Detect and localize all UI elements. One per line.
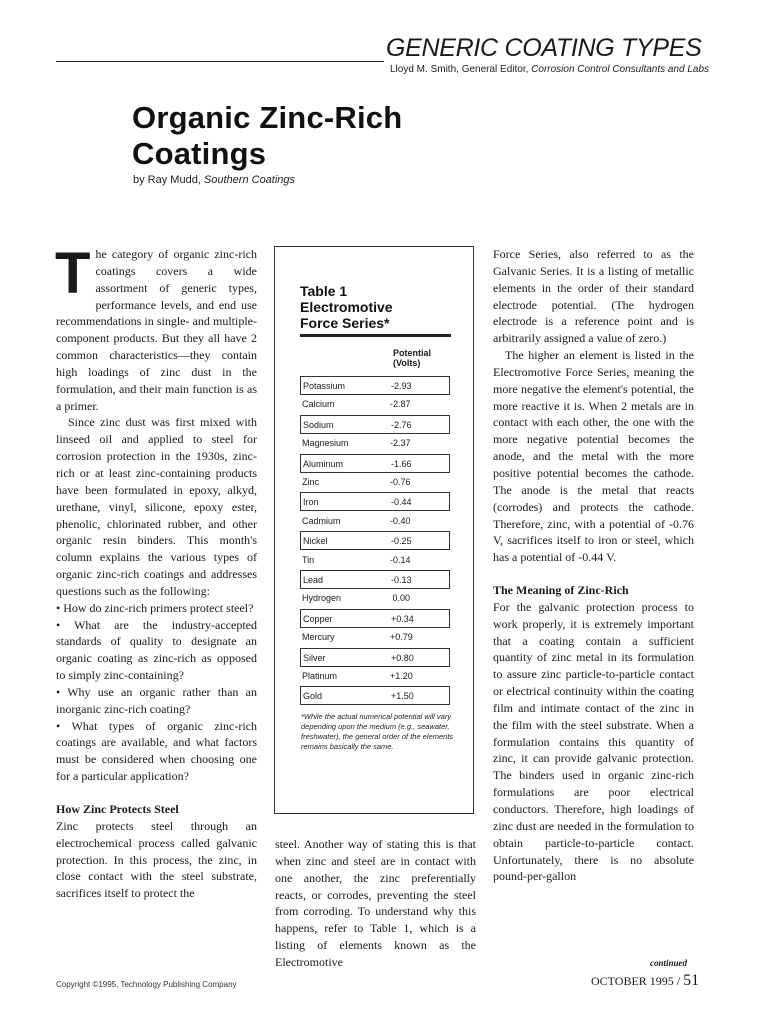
table-row bbox=[300, 589, 450, 608]
element-name: Platinum bbox=[302, 671, 338, 681]
table-row bbox=[300, 609, 450, 628]
element-name: Calcium bbox=[302, 399, 335, 410]
heading-how-zinc-protects: How Zinc Protects Steel bbox=[56, 802, 179, 816]
table-row bbox=[300, 667, 450, 686]
element-name: Mercury bbox=[302, 632, 335, 643]
element-name: Lead bbox=[303, 575, 324, 585]
table-row bbox=[300, 686, 450, 705]
editor-name: Lloyd M. Smith, General Editor, bbox=[390, 64, 532, 75]
element-name: Silver bbox=[303, 652, 326, 663]
element-name: Copper bbox=[303, 613, 333, 624]
table-title-rule bbox=[300, 334, 451, 337]
element-potential: -0.40 bbox=[390, 515, 411, 526]
heading-meaning-zinc-rich: The Meaning of Zinc-Rich bbox=[493, 583, 629, 598]
issue-date: OCTOBER 1995 bbox=[591, 974, 674, 988]
table-row bbox=[300, 492, 450, 511]
bullet-question: • How do zinc-rich primers protect steel? bbox=[56, 600, 254, 615]
byline bbox=[133, 174, 295, 186]
table-row bbox=[300, 473, 450, 492]
paragraph-series: Force Series, also referred to as the Galvanic Series. It is a listing of metallic elements in the order of their standard electrode potential. (The hydrogen electrode is a reference point and is arbitrarily assigned a value of zero.) bbox=[493, 247, 694, 346]
element-potential: -0.44 bbox=[391, 497, 412, 508]
folio-separator: / bbox=[673, 974, 684, 988]
paragraph-protection-continued: steel. Another way of stating this is that when zinc and steel are in contact with one another, the zinc preferentially reacts, or corrodes, preventing the steel from corroding. To understand why this happens, refer to Table 1, which is a listing of elements known as the Electromotive bbox=[275, 837, 476, 969]
header-rule bbox=[56, 61, 384, 62]
element-potential: +1.20 bbox=[390, 671, 413, 681]
element-potential: -2.87 bbox=[390, 399, 411, 410]
element-potential: +1.50 bbox=[391, 691, 414, 702]
table-row bbox=[300, 376, 450, 395]
column-header-line: Potential bbox=[393, 348, 432, 358]
table-title bbox=[300, 283, 393, 331]
element-potential: -0.13 bbox=[391, 575, 412, 585]
section-title: GENERIC COATING TYPES bbox=[386, 34, 702, 62]
editor-line bbox=[390, 64, 709, 75]
element-potential: 0.00 bbox=[390, 593, 411, 604]
element-potential: -0.25 bbox=[391, 536, 412, 547]
element-name: Gold bbox=[303, 691, 323, 702]
element-potential: -2.93 bbox=[391, 381, 412, 391]
table-footnote: *While the actual numerical potential will vary depending upon the medium (e.g., seawater, freshwater), the general order of the elements remains basically the same. bbox=[301, 712, 454, 751]
element-name: Potassium bbox=[303, 381, 346, 391]
page-number: 51 bbox=[683, 972, 700, 989]
element-name: Nickel bbox=[303, 536, 328, 547]
copyright: Copyright ©1995, Technology Publishing Company bbox=[56, 980, 237, 989]
article-title-line-2: Coatings bbox=[132, 136, 267, 171]
drop-cap: T bbox=[55, 241, 91, 306]
editor-affiliation: Corrosion Control Consultants and Labs bbox=[531, 64, 710, 75]
paragraph-intro: he category of organic zinc-rich coatings covers a wide assortment of generic types, performance levels, and end use recommendations in single- and multiple-component products. But they all have 2 common characteristics—they contain high loadings of zinc dust in the formulation, and their main function is as a primer. bbox=[56, 247, 257, 413]
element-potential: -0.14 bbox=[390, 554, 411, 565]
table-title-line: Force Series* bbox=[300, 315, 390, 331]
element-potential: -2.76 bbox=[391, 419, 412, 430]
column-header-line: (Volts) bbox=[393, 358, 421, 368]
element-potential: +0.79 bbox=[390, 632, 413, 643]
table-row bbox=[300, 531, 450, 550]
table-row bbox=[300, 395, 450, 414]
byline-author: by Ray Mudd, bbox=[133, 174, 204, 186]
table-row bbox=[300, 628, 450, 647]
element-potential: -0.76 bbox=[390, 477, 411, 487]
table-row bbox=[300, 454, 450, 473]
table-row bbox=[300, 434, 450, 453]
table-row bbox=[300, 551, 450, 570]
table-number: Table 1 bbox=[300, 283, 348, 299]
table-row bbox=[300, 570, 450, 589]
element-name: Aluminum bbox=[303, 458, 344, 469]
paragraph-reactivity: The higher an element is listed in the Electromotive Force Series, meaning the more negative the element's potential, the more reactive it is. When 2 metals are in contact with each other, the one with the more negative potential becomes the anode, and the metal with the more positive potential becomes the cathode. The anode is the metal that reacts (corrodes) and protects the cathode. Therefore, zinc, with a potential of -0.76 V, sacrifices itself to iron or steel, which has a potential of -0.44 V. bbox=[493, 348, 694, 565]
table-row bbox=[300, 512, 450, 531]
article-title-line-1: Organic Zinc-Rich bbox=[132, 100, 403, 135]
paragraph-meaning: For the galvanic protection process to work properly, it is extremely important that a coating contain a sufficient quantity of zinc metal in its formulation to assure zinc particle-to-particle contact or electrical continuity within the coating film and intimate contact of the zinc in the film with the steel substrate. When a formulation contains this quantity of zinc, it can provide galvanic protection. The binders used in organic zinc-rich formulations are poor electrical conductors. Therefore, high loadings of zinc dust are needed in the formulation to obtain particle-to-particle contact. Unfortunately, there is no absolute pound-per-gallon bbox=[493, 599, 694, 884]
table-row bbox=[300, 415, 450, 434]
element-name: Hydrogen bbox=[302, 593, 342, 604]
table-row bbox=[300, 648, 450, 667]
bullet-question: • Why use an organic rather than an inorganic zinc-rich coating? bbox=[56, 684, 257, 716]
byline-affiliation: Southern Coatings bbox=[203, 174, 296, 186]
column-1 bbox=[55, 241, 257, 902]
element-potential: -1.66 bbox=[391, 458, 412, 469]
continued-label: continued bbox=[650, 958, 688, 968]
page-folio bbox=[591, 972, 699, 990]
article-title bbox=[132, 100, 402, 172]
bullet-question: • What types of organic zinc-rich coatings are available, and what factors must be considered when choosing one for a particular application? bbox=[56, 718, 257, 784]
column-2 bbox=[275, 836, 476, 971]
column-header-potential bbox=[393, 348, 431, 368]
paragraph-protection: Zinc protects steel through an electrochemical process called galvanic protection. In this process, the zinc, in close contact with the steel substrate, sacrifices itself to protect the bbox=[56, 818, 257, 901]
element-name: Zinc bbox=[302, 477, 320, 487]
element-potential: +0.80 bbox=[391, 652, 414, 663]
paragraph-history: Since zinc dust was first mixed with linseed oil and applied to steel for corrosion protection in the 1930s, zinc-rich or at least zinc-containing products have been formulated in epoxy, alkyd, urethane, vinyl, silicone, epoxy ester, phenolic, chlorinated rubber, and other organic resin binders. This month's column explains the various types of organic zinc-rich coatings and addresses questions such as the following: bbox=[56, 415, 257, 598]
bullet-question: • What are the industry-accepted standards of quality to designate an organic coating as zinc-rich as opposed to simply zinc-containing? bbox=[56, 617, 257, 683]
element-name: Cadmium bbox=[302, 515, 341, 526]
element-potential: -2.37 bbox=[390, 438, 411, 449]
element-name: Sodium bbox=[303, 419, 334, 430]
table-title-line: Electromotive bbox=[300, 299, 393, 315]
element-name: Iron bbox=[303, 497, 319, 508]
column-3 bbox=[493, 246, 694, 885]
element-name: Tin bbox=[302, 554, 315, 565]
element-name: Magnesium bbox=[302, 438, 349, 449]
element-potential: +0.34 bbox=[391, 613, 414, 624]
